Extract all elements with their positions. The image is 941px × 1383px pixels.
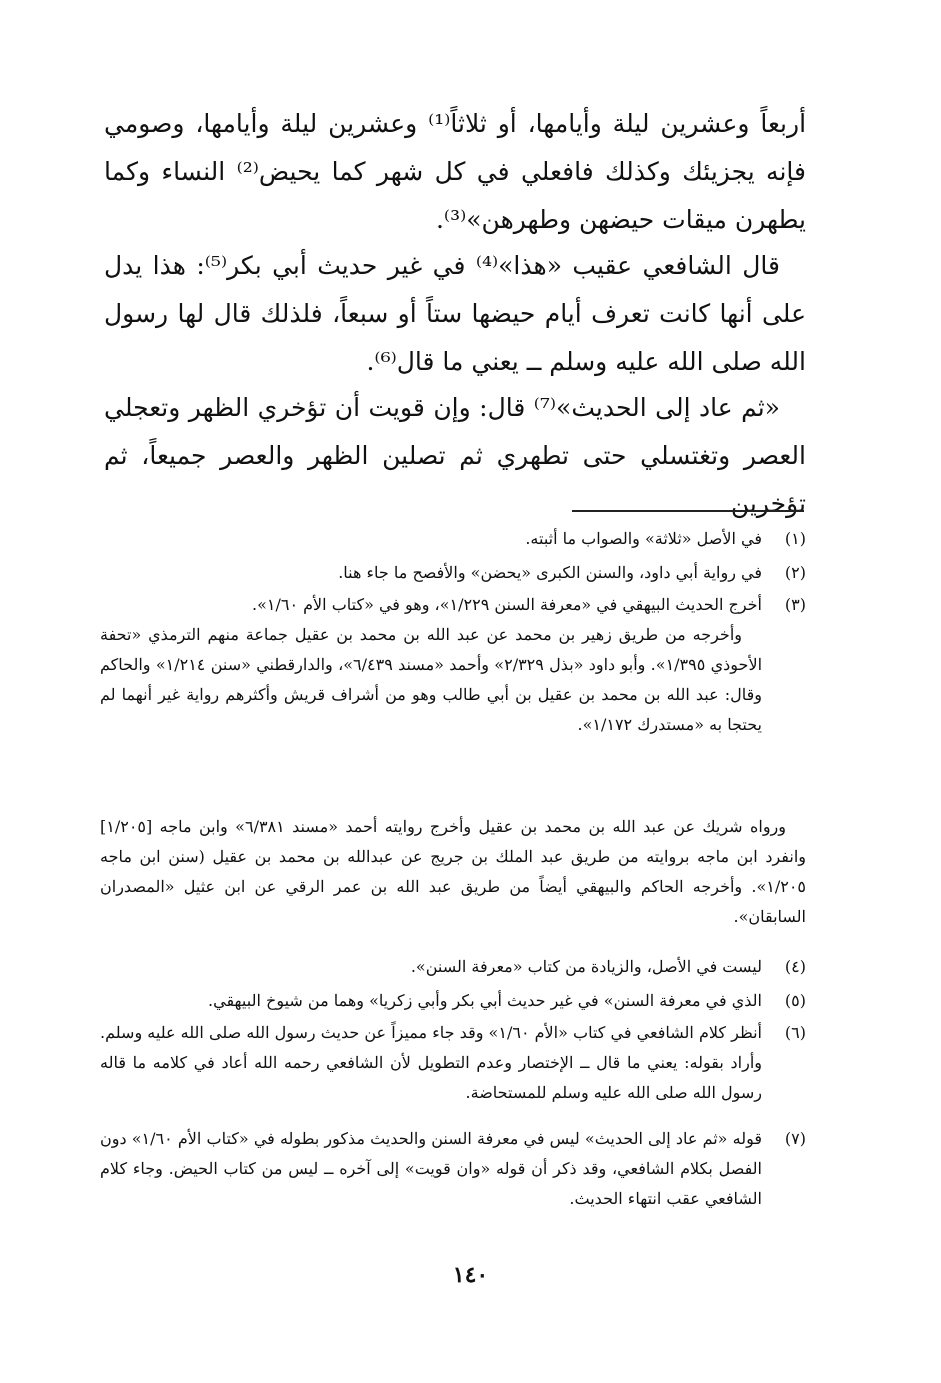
footnote-continuation: وأخرجه من طريق زهير بن محمد عن عبد الله بن محمد بن عقيل جماعة منهم الترمذي «تحفة الأحوذي ١/٣٩٥». وأبو داود «بذل ٢/٣٢٩» وأحمد «مسند ٦/٤٣٩»، والدارقطني «سنن ١/٢١٤» والحاكم وقال: عبد الله بن محمد بن عقيل بن أبي طالب وهو من أشراف قريش وأكثرهم رواية غير أنهما لم يحتجا به «مستدرك ١/١٧٢».: [100, 625, 763, 734]
body-paragraph-2: [104, 242, 806, 386]
body-paragraph-1: [104, 100, 806, 244]
footnote-3: [100, 590, 806, 740]
footnote-text: الذي في معرفة السنن» في غير حديث أبي بكر وأبي زكريا» وهما من شيوخ البيهقي.: [208, 991, 762, 1010]
footnote-6: [100, 1018, 806, 1108]
footnote-text: في رواية أبي داود، والسنن الكبرى «يحضن» والأفصح ما جاء هنا.: [338, 563, 762, 582]
page-number: ١٤٠: [452, 1262, 489, 1288]
footnote-2: [100, 558, 806, 588]
footnote-5: [100, 986, 806, 1016]
body-paragraph-3: [104, 384, 806, 528]
footnote-4: [100, 952, 806, 982]
footnote-number: (٧): [784, 1129, 806, 1148]
footnote-number: (٢): [784, 563, 806, 582]
footnote-text: ليست في الأصل، والزيادة من كتاب «معرفة السنن».: [410, 957, 762, 976]
footnote-number: (٦): [784, 1023, 806, 1042]
footnote-text: قوله «ثم عاد إلى الحديث» ليس في معرفة السنن والحديث مذكور بطوله في «كتاب الأم ١/٦٠» دون الفصل بكلام الشافعي، وقد ذكر أن قوله «وان قويت» إلى آخره ــ ليس من كتاب الحيض. وجاء كلام الشافعي عقب انتهاء الحديث.: [100, 1129, 762, 1208]
footnote-text: أخرج الحديث البيهقي في «معرفة السنن ١/٢٢٩»، وهو في «كتاب الأم ١/٦٠».: [252, 595, 762, 614]
footnote-number: (١): [784, 529, 806, 548]
paragraph-text: قال الشافعي عقيب «هذا»⁽⁴⁾ في غير حديث أبي بكر⁽⁵⁾: هذا يدل على أنها كانت تعرف أيام حيضها ستاً أو سبعاً، فلذلك قال لها رسول الله صلى الله عليه وسلم ــ يعني ما قال⁽⁶⁾.: [104, 251, 806, 376]
footnote-3-continuation: [100, 812, 806, 932]
footnote-number: (٤): [784, 957, 806, 976]
paragraph-text: أربعاً وعشرين ليلة وأيامها، أو ثلاثاً⁽¹⁾ وعشرين ليلة وأيامها، وصومي فإنه يجزيئك وكذلك فافعلي في كل شهر كما يحيض⁽²⁾ النساء وكما يطهرن ميقات حيضهن وطهرهن»⁽³⁾.: [104, 109, 807, 234]
footnote-text: أنظر كلام الشافعي في كتاب «الأم ١/٦٠» وقد جاء مميزاً عن حديث رسول الله صلى الله عليه وسلم. وأراد بقوله: يعني ما قال ــ الإختصار وعدم التطويل لأن الشافعي رحمه الله أعاد في كلامه ما قاله رسول الله صلى الله عليه وسلم للمستحاضة.: [100, 1023, 762, 1102]
footnote-1: [100, 524, 806, 554]
paragraph-text: «ثم عاد إلى الحديث»⁽⁷⁾ قال: وإن قويت أن تؤخري الظهر وتعجلي العصر وتغتسلي حتى تطهري ثم تصلين الظهر والعصر جميعاً، ثم تؤخرين: [104, 393, 806, 518]
footnote-7: [100, 1124, 806, 1214]
footnote-text: في الأصل «ثلاثة» والصواب ما أثبته.: [525, 529, 762, 548]
footnote-continuation: ورواه شريك عن عبد الله بن محمد بن عقيل وأخرج روايته أحمد «مسند ٦/٣٨١» وابن ماجه [١/٢٠٥] وانفرد ابن ماجه بروايته من طريق عبد الملك بن جريج عن عبدالله بن محمد بن عقيل (سنن ابن ماجه ١/٢٠٥». وأخرجه الحاكم والبيهقي أيضاً من طريق عبد الله بن عمر الرقي عن ابن عثيل «المصدران السابقان».: [100, 817, 806, 926]
footnote-number: (٣): [784, 595, 806, 614]
footnote-separator-rule: [572, 510, 804, 512]
footnote-number: (٥): [784, 991, 806, 1010]
